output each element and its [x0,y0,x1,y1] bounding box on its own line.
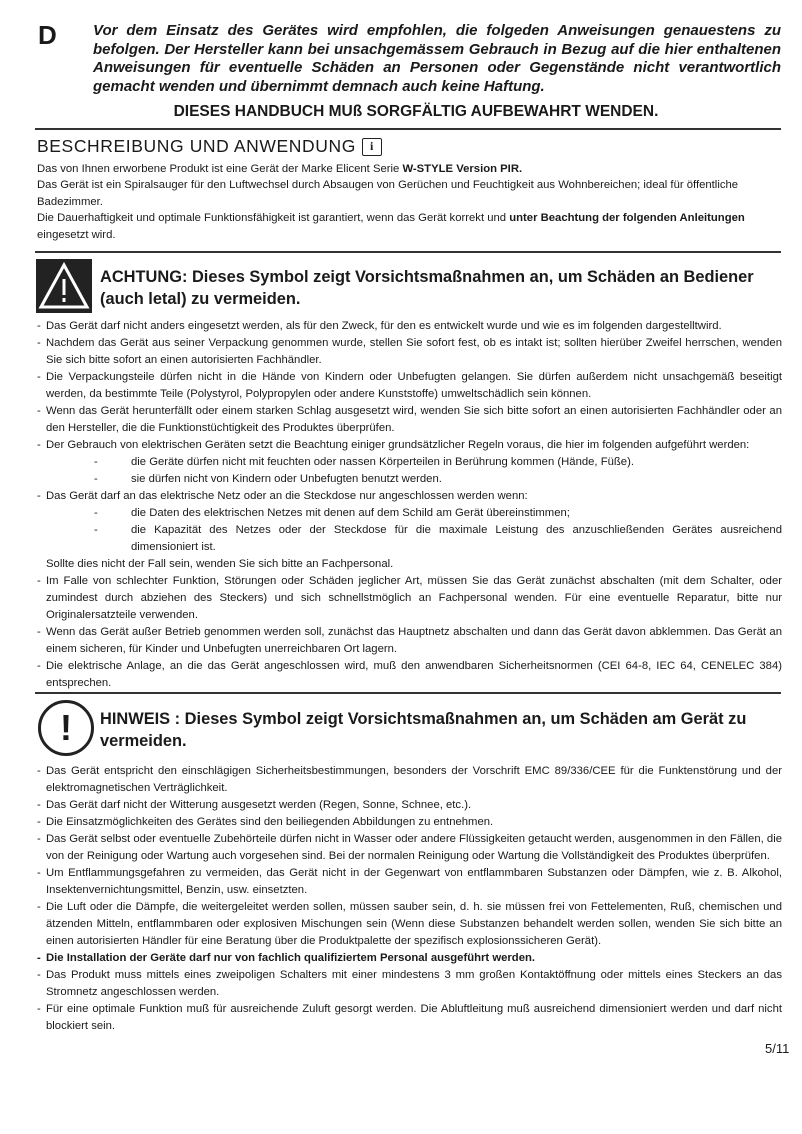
language-marker: D [38,20,57,50]
notice-list [37,763,782,1035]
bullet-dash: - [37,490,41,502]
sub-list-item [37,522,782,556]
list-item-text: Das Gerät darf nicht anders eingesetzt werden, als für den Zweck, für den es entwickelt wurde und wie es im folgenden dargestelltwird. [46,320,722,332]
list-item-text: Die Einsatzmöglichkeiten des Gerätes sind den beiliegenden Abbildungen zu entnehmen. [46,816,494,828]
bullet-dash: - [37,969,41,981]
bullet-dash: - [94,456,98,468]
bullet-dash: - [94,507,98,519]
bullet-dash: - [37,765,41,777]
list-item-text: die Geräte dürfen nicht mit feuchten oder nassen Körperteilen in Berührung kommen (Hände, Füße). [131,456,634,468]
list-item-text: Das Gerät darf nicht der Witterung ausgesetzt werden (Regen, Sonne, Schnee, etc.). [46,799,472,811]
list-item [37,814,782,831]
bullet-dash: - [37,337,41,349]
warning-triangle-icon [36,259,92,313]
description-p3 [37,210,782,243]
list-item-text: Wenn das Gerät herunterfällt oder einem starken Schlag ausgesetzt wird, wenden Sie sich bitte sofort an einen autorisierten Fachhändler oder an den Hersteller, die die Funktionstüchtigkeit des Produktes überprüfen. [46,405,782,434]
info-book-icon: i [362,138,382,156]
list-item-text: Die Installation der Geräte darf nur von fachlich qualifiziertem Personal ausgeführt werden. [46,952,536,964]
list-item-text: Wenn das Gerät außer Betrieb genommen werden soll, zunächst das Hauptnetz abschalten und dann das Gerät davon abklemmen. Das Gerät an einem sicheren, für Kinder und Unbefugten unerreichbaren Ort lagern. [46,626,782,655]
list-item [37,403,782,437]
divider [35,692,781,694]
bullet-dash: - [37,660,41,672]
intro-paragraph: Vor dem Einsatz des Gerätes wird empfohlen, die folgeden Anweisungen genauestens zu befolgen. Der Hersteller kann bei unsachgemässem Gebrauch in Bezug auf die hier enthaltenen Anweisungen für eventuelle Schäden an Personen oder Gegenstände nicht verantwortlich gemacht wenden und übernimmt demnach auch keine Haftung. [93,22,781,95]
description-p1 [37,161,782,177]
list-item-text: Die Luft oder die Dämpfe, die weitergeleitet werden sollen, müssen sauber sein, d. h. sie müssen frei von Fettelementen, Ruß, chemischen und ätzenden Mitteln, entflammbaren oder explosiven Mischungen sein (Wenn diese Substanzen behandelt werden sollen, wenden Sie sich bitte an einen autorisierten Händler für eine Beratung über die Produktpalette der spezifisch explosionssicheren Gerät). [46,901,782,947]
list-item [37,573,782,624]
page-number: 5/11 [765,1041,790,1056]
list-item [37,763,782,797]
list-item [37,369,782,403]
list-item-text: Das Gerät darf an das elektrische Netz oder an die Steckdose nur angeschlossen werden wenn: [46,490,528,502]
list-item [37,950,782,967]
bullet-dash: - [94,473,98,485]
list-item-text: die Kapazität des Netzes oder der Steckdose für die maximale Leistung des anzuschließenden Gerätes ausreichend dimensioniert ist. [131,524,782,553]
list-item [37,658,782,692]
exclamation-circle-icon: ! [38,700,94,756]
list-item-text: sie dürfen nicht von Kindern oder Unbefugten benutzt werden. [131,473,442,485]
sub-list-item [37,454,782,471]
p3-end: eingesetzt wird. [37,228,116,241]
product-name: W-STYLE Version PIR. [402,163,523,175]
list-item [37,831,782,865]
bullet-dash: - [37,405,41,417]
list-item [37,899,782,950]
p3-text: Die Dauerhaftigkeit und optimale Funktionsfähigkeit ist garantiert, wenn das Gerät korrekt und [37,212,510,225]
bullet-dash: - [37,799,41,811]
description-heading [37,136,382,157]
list-item-text: die Daten des elektrischen Netzes mit denen auf dem Schild am Gerät übereinstimmen; [131,507,570,519]
sub-list-item [37,471,782,488]
list-item-text: Der Gebrauch von elektrischen Geräten setzt die Beachtung einiger grundsätzlicher Regeln voraus, die hier im folgenden aufgeführt werden: [46,439,750,451]
bullet-dash: - [37,952,41,964]
warning-list [37,318,782,692]
bullet-dash: - [37,320,41,332]
list-item [37,797,782,814]
divider [35,128,781,130]
bullet-dash: - [37,575,41,587]
description-title: BESCHREIBUNG UND ANWENDUNG [37,136,356,156]
list-item-text: Um Entflammungsgefahren zu vermeiden, das Gerät nicht in der Gegenwart von entflammbaren Substanzen oder Dämpfen, wie z. B. Alkohol, Insektenvernichtungsmittel, Benzin, usw. einsetzten. [46,867,782,896]
bullet-dash: - [37,901,41,913]
list-item [37,556,782,573]
list-item [37,437,782,454]
list-item [37,967,782,1001]
bullet-dash: - [37,1003,41,1015]
notice-heading: HINWEIS : Dieses Symbol zeigt Vorsichtsmaßnahmen an, um Schäden am Gerät zu vermeiden. [100,710,747,750]
p1-text: Das von Ihnen erworbene Produkt ist eine Gerät der Marke Elicent Serie [37,163,403,175]
bullet-dash: - [37,371,41,383]
description-body [37,161,782,243]
list-item [37,624,782,658]
list-item-text: Das Gerät entspricht den einschlägigen Sicherheitsbestimmungen, besonders der Vorschrift EMC 89/336/CEE für die Funktenstörung und der elektromagnetischen Verträglichkeit. [46,765,782,794]
list-item-text: Das Produkt muss mittels eines zweipoligen Schalters mit einer mindestens 3 mm großen Kontaktöffnung oder mittels eines Steckers an das Stromnetz angeschlossen werden. [46,969,782,998]
keep-manual-notice: DIESES HANDBUCH MUß SORGFÄLTIG AUFBEWAHRT WENDEN. [173,103,659,120]
list-item [37,335,782,369]
list-item [37,1001,782,1035]
sub-list-item [37,505,782,522]
list-item-text: Sollte dies nicht der Fall sein, wenden Sie sich bitte an Fachpersonal. [46,558,394,570]
p3-bold: unter Beachtung der folgenden Anleitungen [509,212,745,225]
bullet-dash: - [37,867,41,879]
bullet-dash: - [37,816,41,828]
description-p2: Das Gerät ist ein Spiralsauger für den Luftwechsel durch Absaugen von Gerüchen und Feuchtigkeit aus Wohnbereichen; ideal für öffentliche Badezimmer. [37,179,739,208]
list-item-text: Im Falle von schlechter Funktion, Störungen oder Schäden jeglicher Art, müssen Sie das Gerät zunächst abschalten (mit dem Schalter, oder zumindest durch abziehen des Steckers) und sich schnellstmöglich an Fachpersonal wenden. Für eine eventuelle Reparatur, bitte nur Originalersatzteile verwenden. [46,575,782,621]
list-item-text: Die elektrische Anlage, an die das Gerät angeschlossen wird, muß den anwendbaren Sicherheitsnormen (CEI 64-8, IEC 64, CENELEC 384) entsprechen. [46,660,782,689]
divider [35,251,781,253]
list-item-text: Das Gerät selbst oder eventuelle Zubehörteile dürfen nicht in Wasser oder andere Flüssigkeiten getaucht werden, ausgenommen in den Fällen, die von der Reinigung oder Wartung auch vorgesehen sind. Bei der normalen Reinigung oder Wartung die Vollständigkeit des Produktes überprüfen. [46,833,782,862]
list-item-text: Die Verpackungsteile dürfen nicht in die Hände von Kindern oder Unbefugten gelangen. Sie dürfen außerdem nicht unsachgemäß beseitigt werden, da bestimmte Teile (Polystyrol, Polypropylen oder andere Kunststoffe) umweltschädlich sein können. [46,371,782,400]
list-item [37,865,782,899]
list-item-text: Für eine optimale Funktion muß für ausreichende Zuluft gesorgt werden. Die Abluftleitung muß ausreichend dimensioniert werden und darf nicht blockiert sein. [46,1003,782,1032]
bullet-dash: - [94,524,98,536]
warning-heading: ACHTUNG: Dieses Symbol zeigt Vorsichtsmaßnahmen an, um Schäden an Bediener (auch letal) zu vermeiden. [100,268,754,308]
list-item [37,488,782,505]
list-item-text: Nachdem das Gerät aus seiner Verpackung genommen wurde, stellen Sie sofort fest, ob es intakt ist; sollten hierüber Zweifel herrschen, wenden Sie sich bitte sofort an einen autorisierten Fachhändler. [46,337,782,366]
bullet-dash: - [37,833,41,845]
list-item [37,318,782,335]
bullet-dash: - [37,626,41,638]
bullet-dash: - [37,439,41,451]
